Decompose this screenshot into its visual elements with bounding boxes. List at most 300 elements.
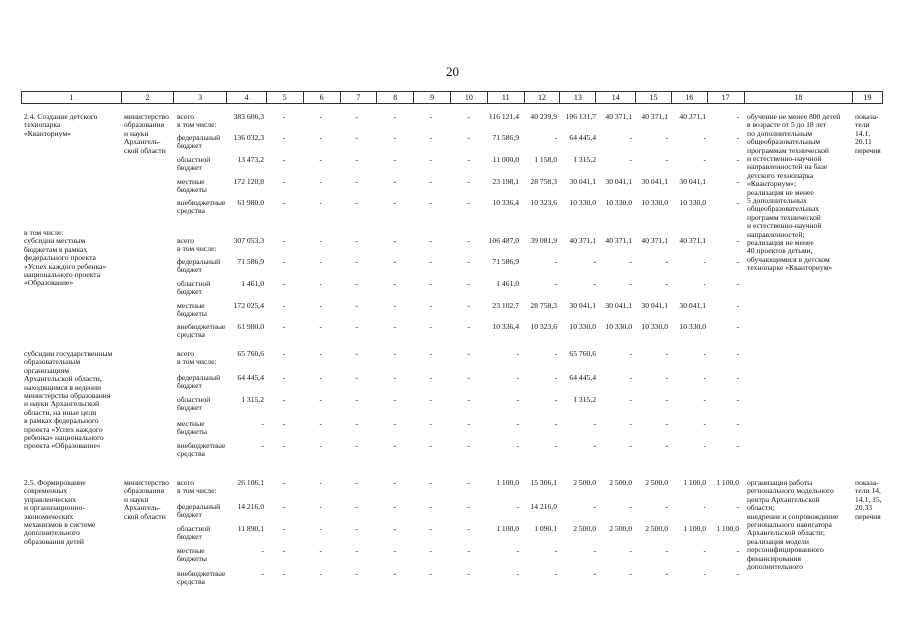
executor-line: и науки xyxy=(124,128,149,138)
funding-value: - xyxy=(629,349,632,358)
funding-value: 30 041,1 xyxy=(679,177,706,186)
activity-name-line: механизмов в системе xyxy=(24,520,96,529)
funding-value: - xyxy=(355,236,358,245)
funding-value: 1 100,0 xyxy=(683,478,706,487)
funding-value: - xyxy=(355,279,358,288)
funding-value: - xyxy=(516,441,519,450)
funding-value: - xyxy=(554,419,557,428)
funding-value: - xyxy=(355,546,358,555)
funding-value: - xyxy=(736,349,739,358)
funding-value: - xyxy=(429,155,432,164)
funding-value: - xyxy=(282,322,285,331)
funding-value: - xyxy=(467,155,470,164)
funding-value: - xyxy=(467,502,470,511)
funding-value: - xyxy=(467,546,470,555)
funding-value: - xyxy=(355,177,358,186)
funding-value: 10 336,4 xyxy=(492,198,519,207)
funding-source-line: бюджет xyxy=(177,265,202,275)
expected-result-line: технопарке «Кванториум» xyxy=(747,263,833,273)
funding-value: - xyxy=(736,133,739,142)
funding-value: - xyxy=(516,349,519,358)
funding-value: - xyxy=(429,301,432,310)
expected-result-line: «Кванториум»; xyxy=(747,179,797,189)
funding-value: 61 980,0 xyxy=(237,198,264,207)
funding-value: 40 371,1 xyxy=(679,236,706,245)
funding-value: 40 371,1 xyxy=(679,112,706,121)
funding-value: - xyxy=(319,478,322,487)
funding-value: - xyxy=(282,349,285,358)
funding-value: - xyxy=(467,395,470,404)
funding-value: - xyxy=(467,133,470,142)
expected-result-line: в возрасте от 5 до 18 лет xyxy=(747,120,827,130)
funding-value: 1 100,0 xyxy=(716,478,739,487)
funding-value: 23 102,7 xyxy=(492,301,519,310)
funding-value: 10 330,0 xyxy=(605,198,632,207)
funding-source-line: областной xyxy=(177,155,211,164)
expected-result-line: программам технической xyxy=(747,145,829,155)
funding-value: - xyxy=(429,419,432,428)
expected-result-line: области; xyxy=(747,503,775,513)
funding-value: 1 158,0 xyxy=(534,155,557,164)
funding-value: - xyxy=(429,349,432,358)
funding-value: - xyxy=(703,349,706,358)
expected-result-line: центра Архангельской xyxy=(747,494,820,504)
funding-value: 10 330,0 xyxy=(569,198,596,207)
indicator-ref-line: 14.1, xyxy=(855,128,871,138)
funding-source-line: всего xyxy=(177,478,195,487)
funding-value: 1 100,0 xyxy=(716,524,739,533)
executor-line: и науки xyxy=(124,494,149,504)
funding-value: - xyxy=(736,546,739,555)
indicator-ref-line: 20.11 xyxy=(855,137,872,147)
funding-value: - xyxy=(355,478,358,487)
funding-value: - xyxy=(467,257,470,266)
funding-value: 1 461,0 xyxy=(241,279,264,288)
activity-name-line: и организационно- xyxy=(24,503,85,513)
funding-value: - xyxy=(319,524,322,533)
expected-result-line: общеобразовательным xyxy=(747,137,821,147)
funding-value: 1 090,1 xyxy=(534,524,557,533)
activity-name-line: в рамках федерального xyxy=(24,416,99,426)
funding-value: 1 100,0 xyxy=(683,524,706,533)
activity-name-line: управленческих xyxy=(24,494,77,504)
funding-value: - xyxy=(393,502,396,511)
funding-value: 2 500,0 xyxy=(609,524,632,533)
expected-result-line: и естественно-научной xyxy=(747,221,822,231)
funding-value: - xyxy=(593,441,596,450)
funding-value: - xyxy=(629,279,632,288)
funding-value: - xyxy=(629,133,632,142)
funding-value: - xyxy=(736,301,739,310)
executor-line: министерство xyxy=(124,112,169,121)
funding-value: - xyxy=(355,524,358,533)
header-col-8: 8 xyxy=(376,92,413,103)
funding-value: 26 106,1 xyxy=(237,478,264,487)
activity-name-line: ребенка» национального xyxy=(24,433,104,442)
funding-value: - xyxy=(282,133,285,142)
funding-value: - xyxy=(319,569,322,578)
funding-value: - xyxy=(467,373,470,382)
funding-value: - xyxy=(593,279,596,288)
funding-value: 40 371,1 xyxy=(569,236,596,245)
funding-value: 30 041,1 xyxy=(605,177,632,186)
funding-value: - xyxy=(516,395,519,404)
funding-value: - xyxy=(736,322,739,331)
funding-value: - xyxy=(554,546,557,555)
funding-value: - xyxy=(703,569,706,578)
funding-value: - xyxy=(282,257,285,266)
expected-result-line: регионального навигатора xyxy=(747,520,832,529)
funding-value: 2 500,0 xyxy=(573,524,596,533)
funding-value: - xyxy=(429,112,432,121)
funding-value: 136 032,3 xyxy=(233,133,264,142)
funding-value: - xyxy=(282,441,285,450)
funding-value: - xyxy=(516,502,519,511)
funding-source-line: бюджет xyxy=(177,163,202,173)
funding-source-line: федеральный xyxy=(177,257,221,266)
funding-value: 10 330,0 xyxy=(569,322,596,331)
funding-value: - xyxy=(319,236,322,245)
funding-value: 30 041,1 xyxy=(641,177,668,186)
funding-value: 2 500,0 xyxy=(645,524,668,533)
funding-value: 40 371,1 xyxy=(641,112,668,121)
funding-value: - xyxy=(593,257,596,266)
expected-result-line: дополнительного xyxy=(747,562,803,571)
funding-value: - xyxy=(665,569,668,578)
funding-source-line: местные xyxy=(177,546,205,555)
funding-value: - xyxy=(554,279,557,288)
funding-value: - xyxy=(355,373,358,382)
header-col-1: 1 xyxy=(21,92,121,103)
funding-value: - xyxy=(393,236,396,245)
funding-value: 30 041,1 xyxy=(641,301,668,310)
funding-source-line: бюджет xyxy=(177,141,202,151)
funding-value: 116 121,4 xyxy=(488,112,519,121)
funding-value: - xyxy=(736,502,739,511)
funding-value: - xyxy=(282,236,285,245)
funding-value: - xyxy=(319,373,322,382)
activity-name-line: организациям xyxy=(24,365,70,375)
header-col-11: 11 xyxy=(487,92,524,103)
expected-result-line: Архангельской области; xyxy=(747,528,825,538)
funding-value: - xyxy=(429,177,432,186)
funding-source-line: бюджеты xyxy=(177,309,207,319)
funding-value: - xyxy=(703,502,706,511)
expected-result-line: персонифицированного xyxy=(747,545,824,555)
funding-value: - xyxy=(319,349,322,358)
funding-value: - xyxy=(355,349,358,358)
funding-value: - xyxy=(282,478,285,487)
funding-value: - xyxy=(593,502,596,511)
funding-value: - xyxy=(593,546,596,555)
page-number: 20 xyxy=(446,64,459,79)
funding-source-line: бюджеты xyxy=(177,427,207,437)
funding-value: - xyxy=(629,419,632,428)
funding-value: 39 081,9 xyxy=(530,236,557,245)
funding-value: - xyxy=(282,546,285,555)
activity-name-line: проекта «Успех каждого xyxy=(24,424,103,434)
indicator-ref-line: перечня xyxy=(855,511,881,521)
funding-value: 71 586,9 xyxy=(492,133,519,142)
header-col-13: 13 xyxy=(559,92,595,103)
funding-value: - xyxy=(393,524,396,533)
indicator-ref-line: 20.33 xyxy=(855,503,873,513)
funding-source-line: бюджет xyxy=(177,403,202,413)
funding-value: - xyxy=(429,133,432,142)
funding-value: - xyxy=(319,301,322,310)
funding-value: - xyxy=(554,569,557,578)
funding-value: 2 500,0 xyxy=(609,478,632,487)
funding-value: - xyxy=(393,155,396,164)
funding-value: 40 371,1 xyxy=(605,236,632,245)
funding-value: - xyxy=(665,257,668,266)
funding-value: - xyxy=(355,441,358,450)
expected-result-line: 40 проектов детьми, xyxy=(747,246,813,256)
header-col-15: 15 xyxy=(635,92,671,103)
funding-value: - xyxy=(736,177,739,186)
funding-value: - xyxy=(319,419,322,428)
funding-source-line: внебюджетные xyxy=(177,441,226,450)
activity-name-line: субсидии государственным xyxy=(24,349,113,358)
funding-value: 64 445,4 xyxy=(569,133,596,142)
funding-value: 172 120,8 xyxy=(233,177,264,186)
funding-value: - xyxy=(516,419,519,428)
funding-value: - xyxy=(516,373,519,382)
funding-value: - xyxy=(429,569,432,578)
funding-value: - xyxy=(629,155,632,164)
funding-value: 307 053,3 xyxy=(233,236,264,245)
header-col-16: 16 xyxy=(671,92,707,103)
funding-value: - xyxy=(467,322,470,331)
funding-value: - xyxy=(282,279,285,288)
funding-value: - xyxy=(355,198,358,207)
executor-line: Архангель- xyxy=(124,137,161,147)
funding-value: - xyxy=(665,419,668,428)
funding-value: - xyxy=(736,155,739,164)
funding-source-line: областной xyxy=(177,524,211,533)
funding-source-line: областной xyxy=(177,279,211,288)
header-col-18: 18 xyxy=(744,92,852,103)
activity-name-line: области, на иные цели xyxy=(24,407,97,417)
funding-value: - xyxy=(393,133,396,142)
funding-value: - xyxy=(703,133,706,142)
funding-value: - xyxy=(393,279,396,288)
expected-result-line: обучение не менее 800 детей xyxy=(747,112,841,121)
funding-value: - xyxy=(516,546,519,555)
executor-line: образования xyxy=(124,120,165,130)
funding-value: - xyxy=(429,373,432,382)
funding-value: - xyxy=(319,177,322,186)
activity-name-line: находящимся в ведении xyxy=(24,382,102,392)
funding-value: 65 760,6 xyxy=(237,349,264,358)
header-col-14: 14 xyxy=(595,92,635,103)
indicator-ref-line: показа- xyxy=(855,112,879,121)
funding-source-line: в том числе: xyxy=(177,244,217,254)
funding-source-line: средства xyxy=(177,330,205,340)
funding-value: - xyxy=(665,395,668,404)
activity-name-line: 2.4. Создание детского xyxy=(24,112,98,121)
funding-value: - xyxy=(665,441,668,450)
activity-name-line: национального проекта xyxy=(24,270,101,279)
funding-source-line: бюджет xyxy=(177,532,202,542)
activity-name-line: «Кванториум» xyxy=(24,128,71,138)
funding-value: - xyxy=(393,546,396,555)
funding-value: - xyxy=(393,198,396,207)
funding-value: - xyxy=(629,546,632,555)
funding-value: - xyxy=(736,112,739,121)
funding-value: 1 315,2 xyxy=(573,155,596,164)
funding-value: - xyxy=(282,524,285,533)
funding-value: 64 445,4 xyxy=(569,373,596,382)
activity-name-line: образовательным xyxy=(24,357,81,367)
funding-value: 40 239,9 xyxy=(530,112,557,121)
funding-value: - xyxy=(393,419,396,428)
header-col-12: 12 xyxy=(524,92,560,103)
activity-name-line: современных xyxy=(24,486,68,496)
funding-value: - xyxy=(282,373,285,382)
funding-value: - xyxy=(355,395,358,404)
funding-value: - xyxy=(429,279,432,288)
funding-value: - xyxy=(393,257,396,266)
funding-value: - xyxy=(703,441,706,450)
funding-value: - xyxy=(467,112,470,121)
activity-name-line: министерства образования xyxy=(24,391,111,400)
funding-value: - xyxy=(703,373,706,382)
expected-result-line: финансирования xyxy=(747,553,801,563)
funding-value: 1 315,2 xyxy=(241,395,264,404)
funding-value: 1 315,2 xyxy=(573,395,596,404)
funding-value: 30 041,1 xyxy=(569,177,596,186)
funding-value: 23 198,1 xyxy=(492,177,519,186)
funding-value: - xyxy=(393,441,396,450)
funding-value: 30 041,1 xyxy=(605,301,632,310)
activity-name-line: «Образование» xyxy=(24,278,74,288)
activity-name-line: технопарка xyxy=(24,120,61,130)
funding-value: 13 473,2 xyxy=(237,155,264,164)
header-col-4: 4 xyxy=(226,92,266,103)
executor-line: образования xyxy=(124,486,165,496)
activity-name-line: 2.5. Формирование xyxy=(24,478,86,487)
funding-value: - xyxy=(429,395,432,404)
funding-value: 11 000,0 xyxy=(492,155,519,164)
funding-value: - xyxy=(319,257,322,266)
funding-value: 14 216,0 xyxy=(237,502,264,511)
funding-value: - xyxy=(282,301,285,310)
funding-source-line: в том числе: xyxy=(177,120,217,130)
funding-value: - xyxy=(703,279,706,288)
funding-value: - xyxy=(319,546,322,555)
funding-value: - xyxy=(319,133,322,142)
funding-value: - xyxy=(319,112,322,121)
header-col-5: 5 xyxy=(266,92,303,103)
funding-value: 15 306,1 xyxy=(530,478,557,487)
funding-value: - xyxy=(703,395,706,404)
expected-result-line: и естественно-научной xyxy=(747,154,822,163)
funding-value: - xyxy=(429,257,432,266)
funding-value: - xyxy=(467,301,470,310)
indicator-ref-line: 14.1, 15, xyxy=(855,494,882,504)
funding-value: - xyxy=(355,301,358,310)
funding-value: - xyxy=(282,395,285,404)
funding-value: - xyxy=(393,112,396,121)
table-header-row xyxy=(21,91,883,104)
funding-value: - xyxy=(261,569,264,578)
funding-value: - xyxy=(319,441,322,450)
funding-value: 30 041,1 xyxy=(569,301,596,310)
activity-name-line: в том числе: xyxy=(24,228,64,237)
funding-value: - xyxy=(736,395,739,404)
funding-value: - xyxy=(319,395,322,404)
funding-value: - xyxy=(554,441,557,450)
funding-value: - xyxy=(593,569,596,578)
funding-value: - xyxy=(629,373,632,382)
activity-name-line: федерального проекта xyxy=(24,253,96,263)
indicator-ref-line: показа- xyxy=(855,478,879,487)
expected-result-line: регионального модельного xyxy=(747,486,834,496)
funding-source-line: в том числе: xyxy=(177,357,217,367)
funding-source-line: средства xyxy=(177,206,205,216)
funding-source-line: всего xyxy=(177,112,195,121)
funding-value: 10 323,6 xyxy=(530,198,557,207)
funding-value: - xyxy=(467,349,470,358)
funding-value: - xyxy=(554,373,557,382)
funding-value: - xyxy=(629,257,632,266)
funding-value: - xyxy=(393,395,396,404)
funding-value: - xyxy=(736,279,739,288)
funding-value: - xyxy=(319,279,322,288)
funding-value: 10 330,0 xyxy=(641,198,668,207)
funding-source-line: бюджет xyxy=(177,287,202,297)
funding-value: - xyxy=(319,322,322,331)
funding-value: - xyxy=(319,198,322,207)
funding-value: 383 606,3 xyxy=(233,112,264,121)
funding-value: - xyxy=(736,441,739,450)
funding-value: - xyxy=(554,349,557,358)
funding-value: - xyxy=(393,478,396,487)
funding-value: 28 758,3 xyxy=(530,301,557,310)
funding-value: - xyxy=(467,198,470,207)
funding-value: - xyxy=(429,236,432,245)
funding-value: - xyxy=(665,155,668,164)
funding-value: - xyxy=(467,236,470,245)
funding-value: 1 100,0 xyxy=(496,478,519,487)
funding-value: - xyxy=(261,546,264,555)
funding-source-line: местные xyxy=(177,177,205,186)
funding-source-line: бюджет xyxy=(177,510,202,520)
funding-value: - xyxy=(467,569,470,578)
activity-name-line: бюджетам в рамках xyxy=(24,244,88,254)
funding-source-line: внебюджетные xyxy=(177,569,226,578)
funding-value: - xyxy=(393,177,396,186)
funding-value: - xyxy=(516,569,519,578)
funding-source-line: всего xyxy=(177,236,195,245)
funding-source-line: федеральный xyxy=(177,502,221,511)
header-col-7: 7 xyxy=(340,92,377,103)
funding-value: - xyxy=(703,546,706,555)
funding-value: - xyxy=(319,155,322,164)
funding-value: - xyxy=(355,322,358,331)
expected-result-line: направленностей на базе xyxy=(747,162,828,172)
funding-value: - xyxy=(355,419,358,428)
funding-value: 30 041,1 xyxy=(679,301,706,310)
funding-value: - xyxy=(393,322,396,331)
funding-value: - xyxy=(736,236,739,245)
activity-name-line: проекта «Образование» xyxy=(24,441,101,451)
funding-value: - xyxy=(703,419,706,428)
funding-value: - xyxy=(429,441,432,450)
expected-result-line: внедрение и сопровождение xyxy=(747,511,839,521)
funding-value: - xyxy=(429,478,432,487)
